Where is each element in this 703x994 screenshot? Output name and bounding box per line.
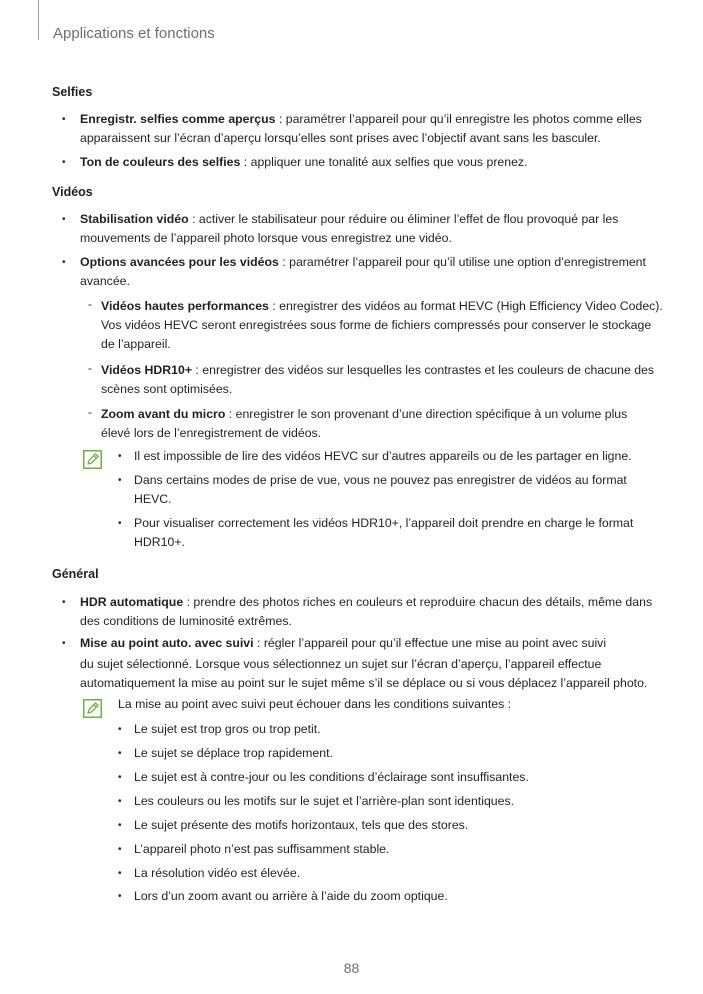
- bullet: •: [118, 891, 122, 902]
- dash-bullet: -: [88, 297, 92, 311]
- item-text: : paramétrer l’appareil pour qu’il enregistre les photos comme elles: [275, 112, 642, 126]
- term: Enregistr. selfies comme aperçus: [80, 112, 276, 126]
- term: Mise au point auto. avec suivi: [80, 636, 254, 650]
- item-text: : régler l’appareil pour qu’il effectue une mise au point avec suivi: [253, 636, 607, 650]
- item-text: : paramétrer l’appareil pour qu’il utilise une option d’enregistrement: [278, 255, 646, 269]
- bullet: •: [118, 748, 122, 759]
- margin-rule: [38, 0, 39, 40]
- sub-list-item: [101, 299, 663, 314]
- bullet: •: [118, 475, 122, 486]
- section-title-selfies: Selfies: [52, 85, 93, 99]
- item-text: : prendre des photos riches en couleurs et reproduire chacun des détails, même dans: [183, 595, 653, 609]
- dash-bullet: -: [88, 361, 92, 375]
- note-item: Le sujet est à contre-jour ou les conditions d’éclairage sont insuffisantes.: [134, 770, 529, 784]
- note-item: Le sujet présente des motifs horizontaux, tels que des stores.: [134, 818, 469, 832]
- note-intro: La mise au point avec suivi peut échouer dans les conditions suivantes :: [118, 697, 512, 711]
- item-continuation: élevé lors de l’enregistrement de vidéos.: [101, 426, 322, 440]
- term: Zoom avant du micro: [101, 407, 226, 421]
- bullet: •: [62, 257, 66, 268]
- note-item: La résolution vidéo est élevée.: [134, 866, 301, 880]
- item-continuation: apparaissent sur l’écran d’aperçu lorsqu’elles sont prises avec l’objectif avant sans les basculer.: [80, 131, 601, 145]
- list-item: [80, 595, 652, 610]
- list-item: [80, 112, 642, 127]
- section-title-videos: Vidéos: [52, 185, 93, 199]
- item-text: : appliquer une tonalité aux selfies que vous prenez.: [240, 155, 528, 169]
- note-item: Le sujet est trop gros ou trop petit.: [134, 722, 321, 736]
- term: HDR automatique: [80, 595, 184, 609]
- item-continuation: scènes sont optimisées.: [101, 382, 233, 396]
- list-item: [80, 155, 528, 170]
- bullet: •: [118, 820, 122, 831]
- item-continuation: HDR10+.: [134, 535, 185, 549]
- bullet: •: [62, 157, 66, 168]
- bullet: •: [62, 597, 66, 608]
- bullet: •: [118, 518, 122, 529]
- bullet: •: [118, 724, 122, 735]
- list-item: [80, 212, 618, 227]
- item-continuation: des conditions de luminosité extrêmes.: [80, 614, 292, 628]
- item-continuation: automatiquement la mise au point sur le sujet même s’il se déplace ou si vous déplacez l’appareil photo.: [80, 676, 648, 690]
- item-text: : enregistrer des vidéos au format HEVC (High Efficiency Video Codec).: [268, 299, 663, 313]
- bullet: •: [118, 451, 122, 462]
- bullet: •: [118, 868, 122, 879]
- section-title-general: Général: [52, 567, 99, 581]
- bullet: •: [62, 638, 66, 649]
- bullet: •: [62, 114, 66, 125]
- item-text: : enregistrer des vidéos sur lesquelles les contrastes et les couleurs de chacune des: [192, 363, 655, 377]
- term: Vidéos HDR10+: [101, 363, 193, 377]
- note-item: Pour visualiser correctement les vidéos HDR10+, l’appareil doit prendre en charge le format: [134, 516, 634, 530]
- page-number: 88: [343, 960, 360, 976]
- note-item: Il est impossible de lire des vidéos HEVC sur d’autres appareils ou de les partager en ligne.: [134, 449, 632, 463]
- term: Ton de couleurs des selfies: [80, 155, 241, 169]
- item-continuation: de l’appareil.: [101, 337, 171, 351]
- note-pencil-icon: [83, 450, 102, 469]
- term: Options avancées pour les vidéos: [80, 255, 279, 269]
- item-continuation: avancée.: [80, 274, 130, 288]
- item-continuation: du sujet sélectionné. Lorsque vous sélectionnez un sujet sur l’écran d’aperçu, l’appareil effectue: [80, 657, 602, 671]
- list-item: [80, 636, 606, 651]
- note-item: Lors d’un zoom avant ou arrière à l’aide du zoom optique.: [134, 889, 448, 903]
- note-item: L’appareil photo n’est pas suffisamment stable.: [134, 842, 390, 856]
- bullet: •: [118, 844, 122, 855]
- note-item: Les couleurs ou les motifs sur le sujet et l’arrière-plan sont identiques.: [134, 794, 515, 808]
- note-pencil-icon: [83, 699, 102, 718]
- item-continuation: HEVC.: [134, 492, 172, 506]
- bullet: •: [62, 214, 66, 225]
- sub-list-item: [101, 407, 627, 422]
- bullet: •: [118, 796, 122, 807]
- bullet: •: [118, 772, 122, 783]
- item-continuation: Vos vidéos HEVC seront enregistrées sous forme de fichiers compressés pour conserver le stockage: [101, 318, 652, 332]
- item-text: : enregistrer le son provenant d’une direction spécifique à un volume plus: [225, 407, 628, 421]
- running-head: Applications et fonctions: [53, 25, 215, 42]
- term: Stabilisation vidéo: [80, 212, 189, 226]
- item-continuation: mouvements de l’appareil photo lorsque vous enregistrez une vidéo.: [80, 231, 452, 245]
- item-text: : activer le stabilisateur pour réduire ou éliminer l’effet de flou provoqué par les: [188, 212, 619, 226]
- sub-list-item: [101, 363, 654, 378]
- list-item: [80, 255, 646, 270]
- dash-bullet: -: [88, 405, 92, 419]
- note-item: Le sujet se déplace trop rapidement.: [134, 746, 333, 760]
- term: Vidéos hautes performances: [101, 299, 269, 313]
- note-item: Dans certains modes de prise de vue, vous ne pouvez pas enregistrer de vidéos au format: [134, 473, 627, 487]
